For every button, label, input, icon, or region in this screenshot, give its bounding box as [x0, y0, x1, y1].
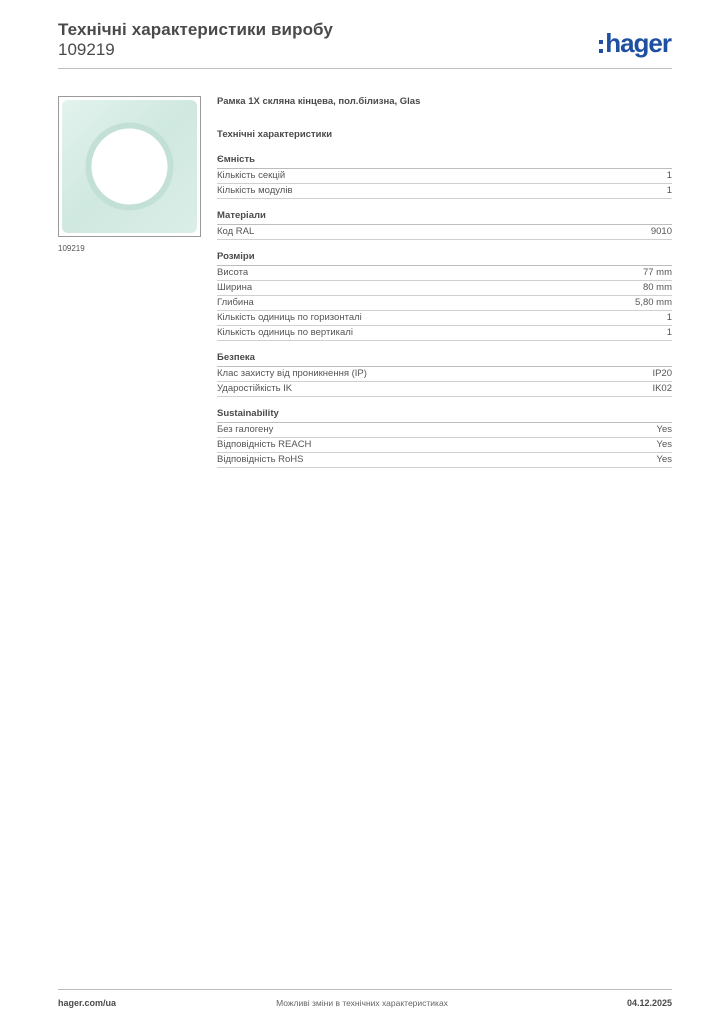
- spec-value: 1: [666, 327, 672, 338]
- spec-value: 1: [666, 185, 672, 196]
- spec-value: 77 mm: [642, 267, 672, 278]
- product-code: 109219: [58, 40, 115, 59]
- spec-row: [217, 225, 672, 240]
- product-name: Рамка 1X скляна кінцева, пол.білизна, Glas: [217, 96, 421, 107]
- spec-label: Кількість модулів: [217, 185, 293, 196]
- spec-row: [217, 296, 672, 311]
- footer-disclaimer: Можливі зміни в технічних характеристиках: [276, 998, 448, 1008]
- group-title-dimensions: Розміри: [217, 249, 672, 266]
- spec-label: Код RAL: [217, 226, 255, 237]
- spec-row: [217, 311, 672, 326]
- spec-row: [217, 266, 672, 281]
- group-title-materials: Матеріали: [217, 208, 672, 225]
- spec-value: IK02: [652, 383, 672, 394]
- spec-label: Кількість одиниць по горизонталі: [217, 312, 362, 323]
- logo-text: hager: [605, 28, 671, 58]
- spec-value: 1: [666, 312, 672, 323]
- group-title-capacity: Ємність: [217, 152, 672, 169]
- logo-colon-icon: [599, 40, 603, 53]
- spec-label: Кількість секцій: [217, 170, 286, 181]
- spec-value: 5,80 mm: [635, 297, 672, 308]
- image-caption: 109219: [58, 244, 85, 253]
- hager-logo: [599, 28, 671, 59]
- spec-label: Кількість одиниць по вертикалі: [217, 327, 353, 338]
- spec-label: Без галогену: [217, 424, 274, 435]
- spec-row: [217, 453, 672, 468]
- spec-label: Клас захисту від проникнення (IP): [217, 368, 367, 379]
- spec-label: Глибина: [217, 297, 254, 308]
- spec-row: [217, 326, 672, 341]
- spec-row: [217, 184, 672, 199]
- spec-row: [217, 281, 672, 296]
- spec-label: Ширина: [217, 282, 253, 293]
- spec-value: 1: [666, 170, 672, 181]
- spec-label: Висота: [217, 267, 249, 278]
- page-title: Технічні характеристики виробу: [58, 20, 333, 39]
- spec-row: [217, 169, 672, 184]
- glass-frame-icon: [59, 97, 200, 236]
- product-image: [58, 96, 201, 237]
- spec-row: [217, 367, 672, 382]
- footer-divider: [58, 989, 672, 990]
- spec-row: [217, 423, 672, 438]
- spec-value: Yes: [656, 454, 672, 465]
- spec-label: Відповідність RoHS: [217, 454, 304, 465]
- spec-value: 9010: [650, 226, 672, 237]
- footer-date: 04.12.2025: [626, 998, 672, 1008]
- spec-row: [217, 438, 672, 453]
- specs-title: Технічні характеристики: [217, 129, 333, 140]
- specs-panel: [217, 95, 672, 468]
- spec-label: Ударостійкість IK: [217, 383, 293, 394]
- spec-value: IP20: [652, 368, 672, 379]
- spec-value: Yes: [656, 424, 672, 435]
- spec-value: 80 mm: [642, 282, 672, 293]
- footer-website-link[interactable]: hager.com/ua: [58, 998, 117, 1008]
- spec-label: Відповідність REACH: [217, 439, 312, 450]
- group-title-safety: Безпека: [217, 350, 672, 367]
- group-title-sustainability: Sustainability: [217, 406, 672, 423]
- spec-value: Yes: [656, 439, 672, 450]
- spec-row: [217, 382, 672, 397]
- header-divider: [58, 68, 672, 69]
